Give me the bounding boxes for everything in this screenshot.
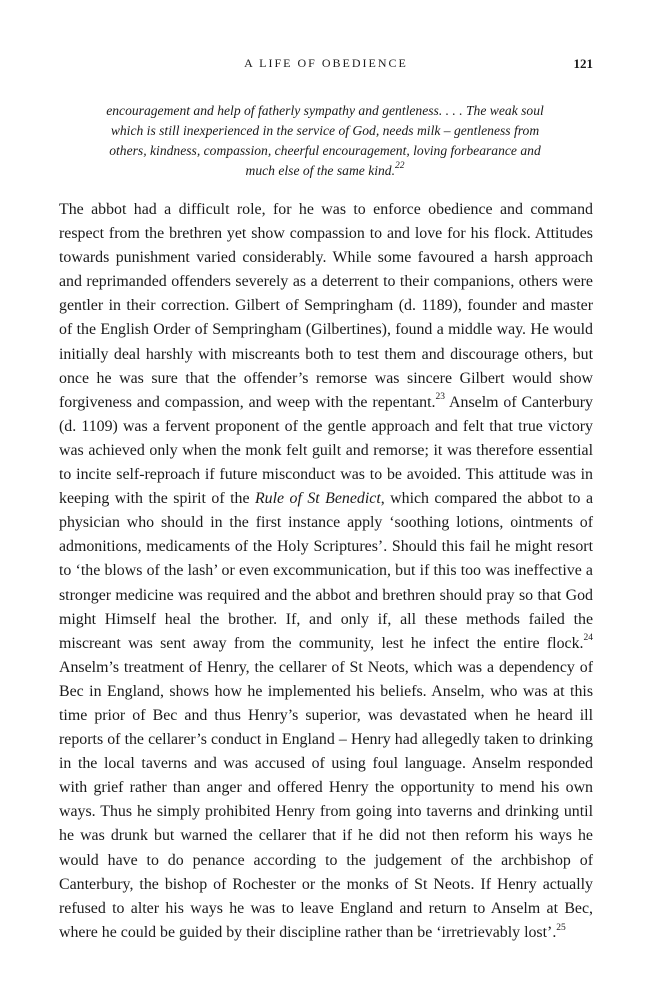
page-number: 121 — [573, 56, 593, 71]
footnote-ref-24: 24 — [583, 633, 593, 644]
footnote-ref-22: 22 — [395, 161, 405, 172]
block-quote-text — [95, 101, 555, 181]
block-quote — [95, 101, 555, 181]
footnote-ref-23: 23 — [435, 392, 445, 403]
footnote-ref-25: 25 — [556, 922, 566, 933]
block-quote-body: encouragement and help of fatherly sympathy and gentleness. . . . The weak soul which is still inexperienced in the service of God, needs milk – gentleness from others, kindness, compassion, cheerful encouragement, loving forbearance and much else of the same kind. — [106, 103, 544, 178]
paragraph-segment-3: , which compared the abbot to a physician who should in the first instance apply ‘soothing lotions, ointments of admonitions, medicaments of the Holy Scriptures’. Should this fail he might resort to ‘the blows of the lash’ or even excommunication, but if this too was ineffective a stronger medicine was required and the abbot and brethren should pray so that God might Himself heal the brother. If, and only if, all these methods failed the miscreant was sent away from the community, lest he infect the entire flock. — [59, 490, 593, 652]
paragraph-text — [59, 198, 593, 945]
body-paragraph — [59, 198, 593, 945]
paragraph-segment-2: Anselm of Canterbury (d. 1109) was a fervent proponent of the gentle approach and felt that true victory was achieved only when the monk felt guilt and remorse; it was therefore essential to incite self-reproach if future misconduct was to be avoided. This attitude was in keeping with the spirit of the — [59, 393, 593, 508]
paragraph-segment-1: The abbot had a difficult role, for he was to enforce obedience and command respect from the brethren yet show compassion to and love for his flock. Attitudes towards punishment varied considerably. While some favoured a harsh approach and reprimanded offenders severely as a deterrent to their companions, others were gentler in their correction. Gilbert of Sempringham (d. 1189), founder and master of the English Order of Sempringham (Gilbertines), found a middle way. He would initially deal harshly with miscreants both to test them and discourage others, but once he was sure that the offender’s remorse was sincere Gilbert would show forgiveness and compassion, and weep with the repentant. — [59, 201, 593, 411]
paragraph-segment-4: Anselm’s treatment of Henry, the cellarer of St Neots, which was a dependency of Bec in England, shows how he implemented his beliefs. Anselm, who was at this time prior of Bec and thus Henry’s superior, was devastated when he heard ill reports of the cellarer’s conduct in England – Henry had allegedly taken to drinking in the local taverns and was accused of using foul language. Anselm responded with grief rather than anger and offered Henry the opportunity to mend his own ways. Thus he simply prohibited Henry from going into taverns and drinking until he was drunk but warned the cellarer that if he did not then reform his ways he would have to do penance according to the judgement of the archbishop of Canterbury, the bishop of Rochester or the monks of St Neots. If Henry actually refused to alter his ways he was to leave England and return to Anselm at Bec, where he could be guided by their discipline rather than be ‘irretrievably lost’. — [59, 658, 593, 941]
rule-title: Rule of St Benedict — [254, 490, 381, 508]
running-head — [59, 56, 593, 74]
running-title: A LIFE OF OBEDIENCE — [244, 56, 408, 70]
